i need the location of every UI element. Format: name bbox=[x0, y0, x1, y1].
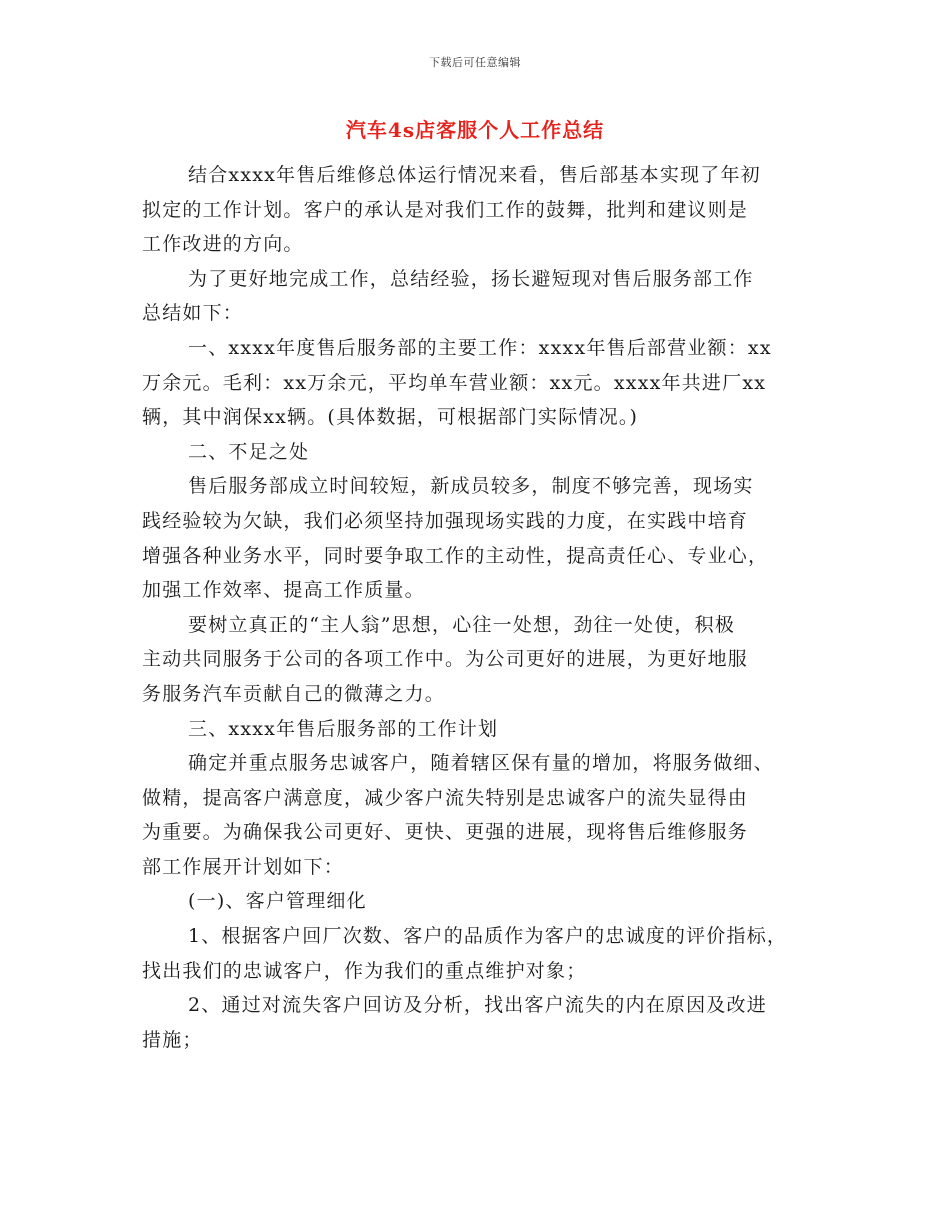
paragraph-line: 总结如下： bbox=[142, 302, 244, 325]
paragraph-line: 1、根据客户回厂次数、客户的品质作为客户的忠诚度的评价指标， bbox=[188, 925, 788, 948]
paragraph bbox=[142, 262, 818, 331]
paragraph-line: 三、xxxx年售后服务部的工作计划 bbox=[188, 717, 499, 740]
paragraph-line: 为重要。为确保我公司更好、更快、更强的进展，现将售后维修服务 bbox=[142, 821, 749, 844]
paragraph bbox=[142, 608, 818, 712]
section-heading bbox=[142, 435, 818, 470]
paragraph-line: 主动共同服务于公司的各项工作中。为公司更好的进展，为更好地服 bbox=[142, 648, 749, 671]
paragraph bbox=[142, 469, 818, 607]
paragraph-line: 确定并重点服务忠诚客户，随着辖区保有量的增加，将服务做细、 bbox=[188, 752, 774, 775]
paragraph-line: 工作改进的方向。 bbox=[142, 233, 304, 256]
paragraph-line: 万余元。毛利：xx万余元，平均单车营业额：xx元。xxxx年共进厂xx bbox=[142, 371, 767, 394]
paragraph-line: 做精，提高客户满意度，减少客户流失特别是忠诚客户的流失显得由 bbox=[142, 786, 749, 809]
paragraph-line: 找出我们的忠诚客户，作为我们的重点维护对象； bbox=[142, 959, 587, 982]
paragraph-line: 践经验较为欠缺，我们必须坚持加强现场实践的力度，在实践中培育 bbox=[142, 509, 749, 532]
paragraph-line: (一)、客户管理细化 bbox=[188, 890, 367, 913]
section-heading bbox=[142, 712, 818, 747]
paragraph-line: 措施； bbox=[142, 1028, 203, 1051]
paragraph bbox=[142, 331, 818, 435]
paragraph-line: 售后服务部成立时间较短，新成员较多，制度不够完善，现场实 bbox=[188, 475, 754, 498]
list-item bbox=[142, 919, 818, 988]
paragraph-line: 拟定的工作计划。客户的承认是对我们工作的鼓舞，批判和建议则是 bbox=[142, 198, 749, 221]
paragraph bbox=[142, 158, 818, 262]
paragraph bbox=[142, 746, 818, 884]
document-body bbox=[142, 158, 818, 1057]
paragraph-line: 部工作展开计划如下： bbox=[142, 855, 345, 878]
paragraph-line: 为了更好地完成工作，总结经验，扬长避短现对售后服务部工作 bbox=[188, 267, 754, 290]
paragraph-line: 结合xxxx年售后维修总体运行情况来看，售后部基本实现了年初 bbox=[188, 164, 761, 186]
list-item bbox=[142, 988, 818, 1057]
paragraph-line: 一、xxxx年度售后服务部的主要工作：xxxx年售后部营业额：xx bbox=[188, 336, 772, 359]
paragraph-line: 务服务汽车贡献自己的微薄之力。 bbox=[142, 682, 446, 705]
document-title: 汽车4s店客服个人工作总结 bbox=[345, 118, 605, 142]
paragraph-line: 二、不足之处 bbox=[188, 440, 310, 463]
paragraph-line: 加强工作效率、提高工作质量。 bbox=[142, 579, 425, 602]
paragraph-line: 要树立真正的“主人翁”思想，心往一处想，劲往一处使，积极 bbox=[188, 613, 736, 636]
paragraph-line: 辆，其中润保xx辆。(具体数据，可根据部门实际情况。) bbox=[142, 406, 639, 429]
header-note: 下载后可任意编辑 bbox=[429, 56, 521, 69]
paragraph-line: 增强各种业务水平，同时要争取工作的主动性，提高责任心、专业心， bbox=[142, 544, 769, 567]
paragraph-line: 2、通过对流失客户回访及分析，找出客户流失的内在原因及改进 bbox=[188, 994, 767, 1017]
subsection-heading bbox=[142, 884, 818, 919]
